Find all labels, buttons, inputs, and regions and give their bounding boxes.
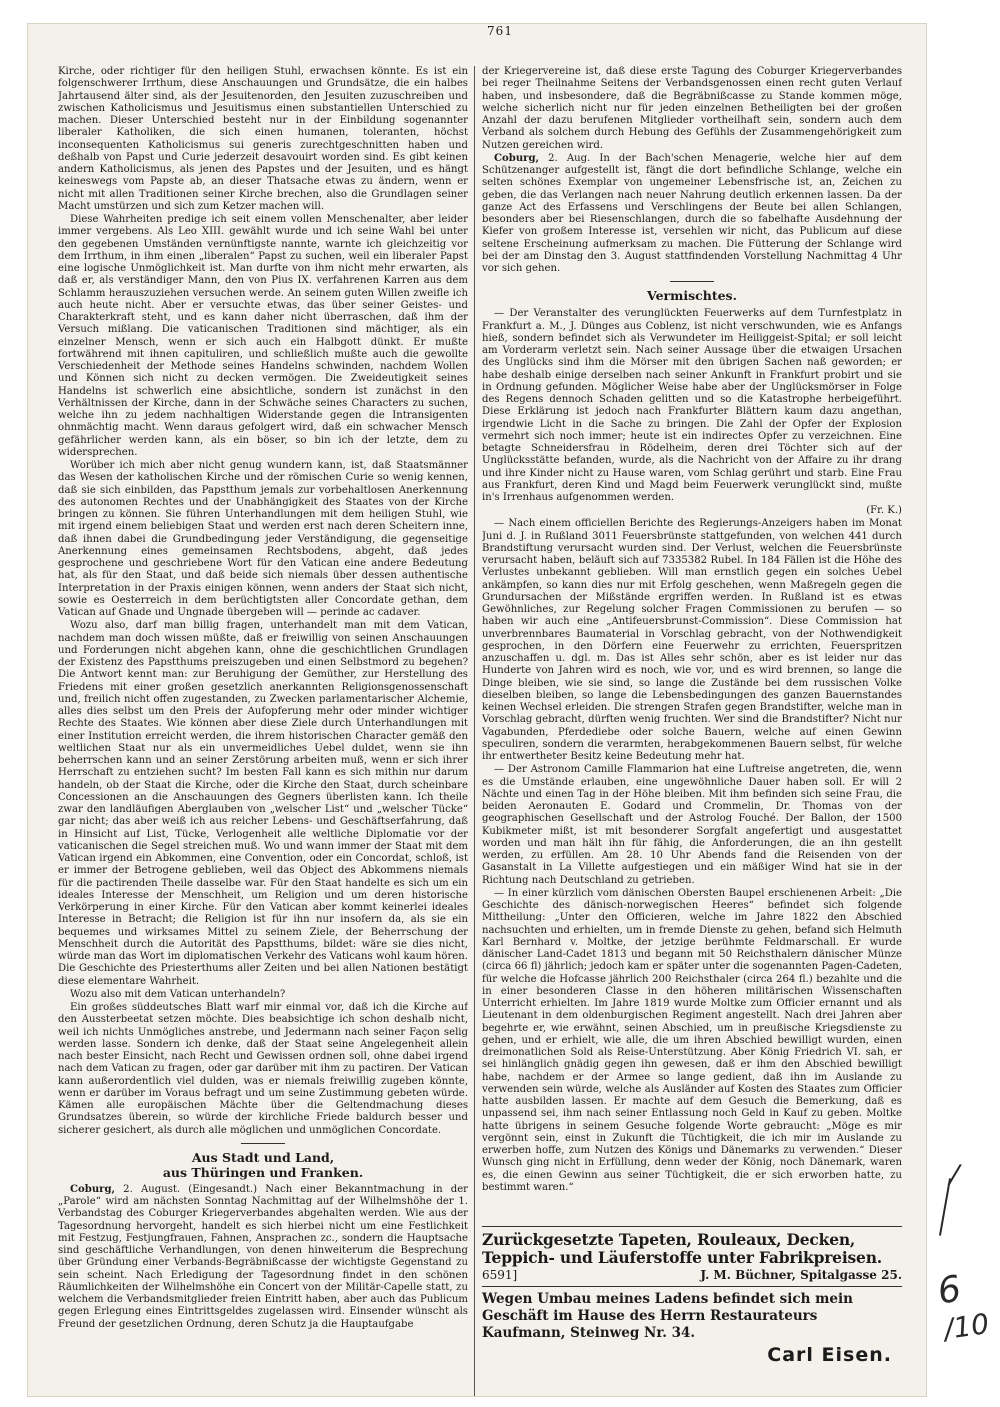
- news-item-flammarion: — Der Astronom Camille Flammarion hat eine Luftreise angetreten, die, wenn es die Umstände erlauben, eine ungewöhnliche Dauer haben soll. Er will 2 Nächte und einen Tag in der Höhe bleiben. Mit ihm befinden sich seine Frau, die beiden Aeronauten E. Godard und Crommelin, Dr. Thomas von der geographischen Gesellschaft und der Astrolog Fouché. Der Ballon, der 1500 Kubikmeter mißt, ist mit besonderer Sorgfalt angefertigt und ausgestattet worden und man hält ihn für fähig, die Anforderungen, die an ihn gestellt werden, zu erfüllen. Am 28. 10 Uhr Abends fand die Reisenden von der Gasanstalt in La Villette aufgestiegen und ein mäßiger Wind hat sie in der Richtung nach Deutschland zu getrieben.: [482, 764, 902, 886]
- ad-relocation-text: Wegen Umbau meines Ladens befindet sich mein Geschäft im Hause des Herrn Restaurateurs Kaufmann, Steinweg Nr. 34.: [482, 1291, 853, 1341]
- author-signature: (Fr. K.): [866, 505, 902, 517]
- ad-relocation-signature: Carl Eisen.: [767, 1344, 892, 1366]
- handwritten-mark-six: 6: [934, 1268, 965, 1313]
- dateline-place: Coburg,: [70, 1183, 116, 1195]
- article-paragraph-1: Kirche, oder richtiger für den heiligen Stuhl, erwachsen könnte. Es ist ein folgenschwerer Irrthum, diese Anschauungen und Grundsätze, die ein halbes Jahrtausend älter sind, als der Jesuitenorden, den Jesuiten zuzuschreiben und zwischen Katholicismus und Jesuitismus einen substantiellen Unterschied zu machen. Dieser Unterschied besteht nur in der Einbildung sogenannter liberaler Katholiken, die sich einen humanen, toleranten, höchst inconsequenten Katholicismus sui generis zurechtgeschnitten haben und deßhalb von Papst und Curie jederzeit desavouirt worden sind. Es gibt keinen andern Katholicismus, als jenen des Papstes und der Jesuiten, und es hängt keineswegs vom Papste ab, an dieser Thatsache etwas zu ändern, wenn er nicht mit allen Traditionen seiner Kirche brechen, also die Grundlagen seiner Macht umstürzen und sich zum Ketzer machen will.: [58, 66, 468, 212]
- ad-wallpaper-footer: [482, 1268, 902, 1282]
- section-heading-local-news: [58, 1150, 468, 1180]
- handwritten-mark-slash: /: [948, 1159, 960, 1191]
- dateline-place-2: Coburg,: [494, 152, 540, 164]
- right-column: [482, 66, 902, 1191]
- news-item-moltke: — In einer kürzlich vom dänischen Obersten Baupel erschienenen Arbeit: „Die Geschichte des dänisch-norwegischen Heeres“ befindet sich folgende Mittheilung: „Unter den Officieren, welche im Jahre 1822 den Abschied nachsuchten und erhielten, um in fremde Dienste zu gehen, befand sich Helmuth Karl Bernhard v. Moltke, der jetzige berühmte Feldmarschall. Er wurde dänischer Land-Cadet 1813 und begann mit 50 Reichsthalern dänischer Münze (circa 66 fl) jährlich; jedoch kam er später unter die sogenannten Pagen-Cadeten, für welche die Hofcasse jährlich 200 Reichsthaler (circa 264 fl.) bezahlte und die in einer besonderen Classe in den höheren militärischen Wissenschaften Unterricht erhielten. Im Jahre 1819 wurde Moltke zum Officier ernannt und als Lieutenant in dem oldenburgischen Regiment angestellt. Nach drei Jahren aber begehrte er, wie erwähnt, seinen Abschied, um in preußische Kriegsdienste zu gehen, und er erhielt, wie alle, die um ihren Abschied bewilligt wurden, einen dreimonatlichen Sold als Reise-Unterstützung. Aber König Friedrich VI. sah, er sei hinlänglich gnädig gegen ihn gewesen, daß er ihm den Abschied bewilligt habe, nachdem er der Armee so lange gedient, daß ihn im Auslande zu verwenden sein würde, welche als Ausländer auf Kosten des Staates zum Officier hatte ausbilden lassen. Er machte auf dem Gesuch die Bemerkung, daß es unpassend sei, ihm nach seiner Entlassung noch Geld in Kauf zu geben. Moltke hatte übrigens in seinem Gesuche folgende Worte gebraucht: „Möge es mir vergönnt sein, einst in Zukunft die Tüchtigkeit, die ich mir im Auslande zu erwerben hoffe, zum Nutzen des Königs und Dänemarks zu verwenden.“ Dieser Wunsch ging nicht in Erfüllung, denn weder der König, noch Dänemark, waren es, die einen Gewinn aus seiner Tüchtigkeit, die er sich erworben hatte, zu bestimmt waren.“: [482, 887, 902, 1191]
- section-heading-line-1: Aus Stadt und Land,: [191, 1149, 335, 1165]
- news-item-feuerwerk: — Der Veranstalter des verunglückten Feuerwerks auf dem Turnfestplatz in Frankfurt a. M., J. Dünges aus Coblenz, ist nicht verschwunden, wie es Anfangs hieß, sondern befindet sich als Verwundeter im Heiliggeist-Spital; er soll leicht am Vorderarm verletzt sein. Nach seiner Aussage über die etwaigen Ursachen des Unglücks sind ihm die Mörser mit den übrigen Sachen naß geworden; er habe deshalb einige derselben nach seiner Ankunft in Frankfurt probirt und sie in Ordnung gefunden. Möglicher Weise habe aber der Unglücksmörser in Folge des Regens dennoch Schaden gelitten und so die Katastrophe herbeigeführt. Diese Erklärung ist jedoch nach Frankfurter Blättern kaum dazu angethan, irgendwie Licht in die Sache zu bringen. Die Zahl der Opfer der Explosion vermehrt sich noch immer; heute ist ein indirectes Opfer zu verzeichnen. Eine betagte Schneidersfrau in Rödelheim, deren drei Töchter sich auf der Unglücksstätte befanden, wurde, als die Nachricht von der Affaire zu ihr drang und ihre Kinder nicht zu Hause waren, vom Schlag gerührt und starb. Eine Frau aus Frankfurt, deren Kind und Magd beim Feuerwerk verunglückt sind, mußte in's Irrenhaus aufgenommen werden.: [482, 308, 902, 503]
- news-item-russland: — Nach einem officiellen Berichte des Regierungs-Anzeigers haben im Monat Juni d. J. in Rußland 3011 Feuersbrünste stattgefunden, von welchen 441 durch Brandstiftung verursacht wurden sind. Der Verlust, welchen die Feuersbrünste verursacht haben, beläuft sich auf 7335382 Rubel. In 184 Fällen ist die Höhe des Verlustes unbekannt geblieben. Will man ernstlich gegen ein solches Uebel ankämpfen, so kann dies nur mit Erfolg geschehen, wenn Maßregeln gegen die Grundursachen der Mißstände ergriffen werden. In Rußland ist es etwas Gewöhnliches, zur Regelung solcher Fragen Commissionen zu berufen — so haben wir auch eine „Antifeuersbrunst-Commission“. Diese Commission hat unverbrennbares Baumaterial in Vorschlag gebracht, von der Nothwendigkeit gesprochen, in den Dörfern eine Feuerwehr zu errichten, Feuerspritzen anzuschaffen u. dgl. m. Das ist Alles sehr schön, aber es ist leider nur das Hunderte von Jahren wird es noch, wie vor, und es wird brennen, so lange die Dinge bleiben, wie sie sind, so lange die Zustände bei dem russischen Volke dieselben bleiben, so lange die Lebensbedingungen des ganzen Bauernstandes keinen Wechsel erleiden. Die strengen Strafen gegen Brandstifter, welche man in Vorschlag gebracht, dürften wenig fruchten. Wer sind die Brandstifter? Nicht nur Vagabunden, Pferdediebe oder solche Bauern, welche auf einen Gewinn speculiren, sondern die verarmten, herabgekommenen Bauern selbst, für welche ihr entwertheter Besitz keine Bedeutung mehr hat.: [482, 518, 902, 762]
- left-column: [58, 66, 468, 1396]
- section-heading-line-2: aus Thüringen und Franken.: [162, 1164, 364, 1180]
- section-divider: [241, 1143, 285, 1144]
- advertisement-relocation: [482, 1286, 902, 1366]
- article-paragraph-4: Wozu also, darf man billig fragen, unterhandelt man mit dem Vatican, nachdem man doch wissen müßte, daß er freiwillig von seinen Anschauungen und Forderungen nicht abgehen kann, ohne die geschichtlichen Grundlagen der Existenz des Papstthums preiszugeben und einen Selbstmord zu begehen? Die Antwort kennt man: zur Beruhigung der Gemüther, zur Herstellung des Friedens mit einer großen gesetzlich anerkannten Religionsgenossenschaft und, freilich nicht offen zugestanden, zu Zwecken parlamentarischer Alchemie, alles dies selbst um den Preis der Aufopferung mehr oder minder wichtiger Rechte des Staates. Wie können aber diese Ziele durch Unterhandlungen mit einer Institution erreicht werden, die ihrem historischen Character gemäß den weltlichen Staat nur als ein unvermeidliches Uebel duldet, wenn sie ihn beherrschen kann und an seiner Zerstörung arbeiten muß, wenn er sich ihrer Herrschaft zu entziehen sucht? Im besten Fall kann es sich mithin nur darum handeln, ob der Staat die Kirche, oder die Kirche den Staat, durch scheinbare Concessionen an die Anschauungen des Gegners überlisten kann. Ich theile zwar den landläufigen Aberglauben von „welscher List“ und „welscher Tücke“ gar nicht; das aber weiß ich aus reicher Lebens- und Geschäftserfahrung, daß in Hinsicht auf List, Tücke, Verlogenheit alle weltliche Diplomatie vor der vaticanischen die Segel streichen muß. Wo und wann immer der Staat mit dem Vatican irgend ein Abkommen, eine Convention, oder ein Concordat, schloß, ist er immer der Betrogene geblieben, weil das Object des Abkommens niemals für die pactirenden Theile dasselbe war. Für den Staat handelte es sich um ein ideales Interesse der Menschheit, um Religion und um deren historische Verkörperung in einer Kirche. Für den Vatican aber kommt keinerlei ideales Interesse in Betracht; die Religion ist für ihn nur insofern da, als sie ein bequemes und wirksames Mittel zu seinem Ziele, der Beherrschung der Menschheit durch die Autorität des Papstthums, bildet: wäre sie dies nicht, würde man das Wort im diplomatischen Verkehr des Vaticans wohl kaum hören. Die Geschichte des Priesterthums aller Zeiten und bei allen Nationen bestätigt diese elementare Wahrheit.: [58, 620, 468, 987]
- news-item-menagerie-text: 2. Aug. In der Bach'schen Menagerie, welche hier auf dem Schützenanger aufgestellt ist, fängt die dort befindliche Schlange, welche ein selten schönes Exemplar von ungemeiner Lebensfrische ist, an, Zeichen zu geben, die das Verlangen nach neuer Nahrung deutlich erkennen lassen. Da der ganze Act des Erfassens und Verschlingens der Beute bei allen Schlangen, besonders aber bei Riesenschlangen, durch die so fabelhafte Ausdehnung der Kiefer von großem Interesse ist, versehlen wir nicht, das Publicum auf diese seltene Erscheinung aufmerksam zu machen. Die Fütterung der Schlange wird bei der am Dinstag den 3. August stattfindenden Vorstellung Nachmittag 4 Uhr vor sich gehen.: [482, 152, 902, 274]
- section-heading-miscellaneous: Vermischtes.: [647, 288, 737, 304]
- news-item-menagerie: [482, 153, 902, 276]
- handwritten-mark-ten: /10: [941, 1307, 992, 1346]
- article-paragraph-5: Wozu also mit dem Vatican unterhandeln?: [70, 988, 286, 1000]
- column-rule: [474, 66, 475, 1396]
- article-paragraph-2: Diese Wahrheiten predige ich seit einem vollen Menschenalter, aber leider immer vergebens. Als Leo XIII. gewählt wurde und ich seine Wahl bei unter den gegebenen Umständen vernünftigste nannte, warnte ich gleichzeitig vor dem Irrthum, in ihm einen „liberalen“ Papst zu suchen, weil ein liberaler Papst eine logische Unmöglichkeit ist. Man durfte von ihm nicht mehr erwarten, als daß er, als verständiger Mann, den von Pius IX. verfahrenen Karren aus dem Schlamm herauszuziehen versuchen werde. An seinem guten Willen zweifle ich auch heute nicht. Aber er versuchte etwas, das über seiner Geistes- und Charakterkraft steht, und es kann daher nicht überraschen, daß ihm der Versuch mißlang. Die vaticanischen Traditionen sind mächtiger, als ein einzelner Mensch, wenn er sich auch ein Halbgott dünkt. Er mußte fortwährend mit ihnen capituliren, und schließlich mußte auch die gewollte Verschiedenheit der Methode seines Handelns schwinden, nachdem Wollen und Können sich nicht zu decken vermögen. Die Zweideutigkeit seines Handelns ist schwerlich eine absichtliche, sondern ist zunächst in den Verhältnissen der Kirche, dann in der Schwäche seines Characters zu suchen, welche ihn zu jedem nachhaltigen Widerstande gegen die Intransigenten ohnmächtig macht. Wenn daraus gefolgert wird, daß ein schwacher Mensch gefährlicher werden kann, als ein böser, so bin ich der letzte, dem zu widersprechen.: [58, 214, 468, 458]
- news-item-continued: der Kriegervereine ist, daß diese erste Tagung des Coburger Kriegerverbandes bei reger Theilnahme Seitens der Verbandsgenossen einen recht guten Verlauf haben, und insbesondere, daß die Begräbnißcasse zu Stande kommen möge, welche sicherlich nicht nur für jeden einzelnen Betheiligten bei der großen Anzahl der dazu berufenen Mitglieder vortheilhaft sein, sondern auch dem Verband als solchem durch Hebung des Gefühls der Zusammengehörigkeit zum Nutzen gereichen wird.: [482, 66, 902, 151]
- article-paragraph-6: Ein großes süddeutsches Blatt warf mir einmal vor, daß ich die Kirche auf den Aussterbeetat setzen möchte. Dies beabsichtige ich schon deshalb nicht, weil ich nichts Unmögliches anstrebe, und Jedermann nach seiner Façon selig werden lasse. Sondern ich denke, daß der Staat seine Angelegenheit allein nach bester Einsicht, nach Recht und Gewissen ordnen soll, ohne dabei irgend nach dem Vatican zu fragen, oder gar darüber mit ihm zu pactiren. Der Vatican kann außerordentlich viel dulden, was er niemals freiwillig zugeben könnte, wenn er darüber im Voraus befragt und um seine Zustimmung gebeten würde. Kämen alle europäischen Mächte über die Geltendmachung dieses Grundsatzes überein, so würde der kirchliche Friede baldurch besser und sicherer gesichert, als durch alle möglichen und unmöglichen Concordate.: [58, 1002, 468, 1136]
- ad-wallpaper-title: Zurückgesetzte Tapeten, Rouleaux, Decken, Teppich- und Läuferstoffe unter Fabrikpreisen.: [482, 1230, 882, 1267]
- ad-number: 6591]: [482, 1268, 518, 1282]
- section-divider-2: [670, 281, 714, 282]
- page-number: 761: [487, 24, 513, 38]
- advertisement-wallpaper: [482, 1226, 902, 1282]
- ad-wallpaper-address: J. M. Büchner, Spitalgasse 25.: [700, 1268, 902, 1282]
- article-paragraph-3: Worüber ich mich aber nicht genug wundern kann, ist, daß Staatsmänner das Wesen der katholischen Kirche und der römischen Curie so wenig kennen, daß sie sich einbilden, das Papstthum jemals zur vorbehaltlosen Anerkennung des autonomen Rechtes und der Unabhängigkeit des Staates von der Kirche bringen zu können. Sie führen Unterhandlungen mit dem heiligen Stuhl, wie mit irgend einem beliebigen Staat und werden erst nach deren Scheitern inne, daß ihnen dabei die Grundbedingung jeder Verständigung, die gegenseitige Anerkennung eines gemeinsamen Rechtsbodens, abgeht, daß jedes gesprochene und geschriebene Wort für den Vatican eine andere Bedeutung hat, als für den Staat, und daß beide sich niemals über dessen authentische Interpretation in der Praxis einigen können, wenn anders der Staat sich nicht, sowie es Oesterreich in dem berüchtigtsten aller Concordate gethan, dem Vatican auf Gnade und Ungnade übergeben will — perinde ac cadaver.: [58, 460, 468, 618]
- news-item-text: 2. August. (Eingesandt.) Nach einer Bekanntmachung in der „Parole“ wird am nächsten Sonntag Nachmittag auf der Wilhelmshöhe der 1. Verbandstag des Coburger Kriegerverbandes abgehalten werden. Wie aus der Tagesordnung hervorgeht, handelt es sich hierbei nicht um eine Festlichkeit mit Festzug, Festjungfrauen, Fahnen, Ansprachen zc., sondern die Hauptsache sind geschäftliche Verhandlungen, von denen hinweiterum die Besprechung über Gründung einer Verbands-Begräbnißcasse der wichtigste Gegenstand zu sein scheint. Nach Erledigung der Tagesordnung findet in den schönen Räumlichkeiten der Wilhelmshöhe ein Concert von der Militär-Capelle statt, zu welchem die Verbandsmitglieder freien Eintritt haben, aber auch das Publicum gegen Erlegung eines Eintrittsgeldes zugelassen wird. Einsender wünscht als Freund der gesetzlichen Ordnung, deren Schutz ja die Hauptaufgabe: [58, 1183, 468, 1330]
- news-item-coburg-krieger: [58, 1184, 468, 1331]
